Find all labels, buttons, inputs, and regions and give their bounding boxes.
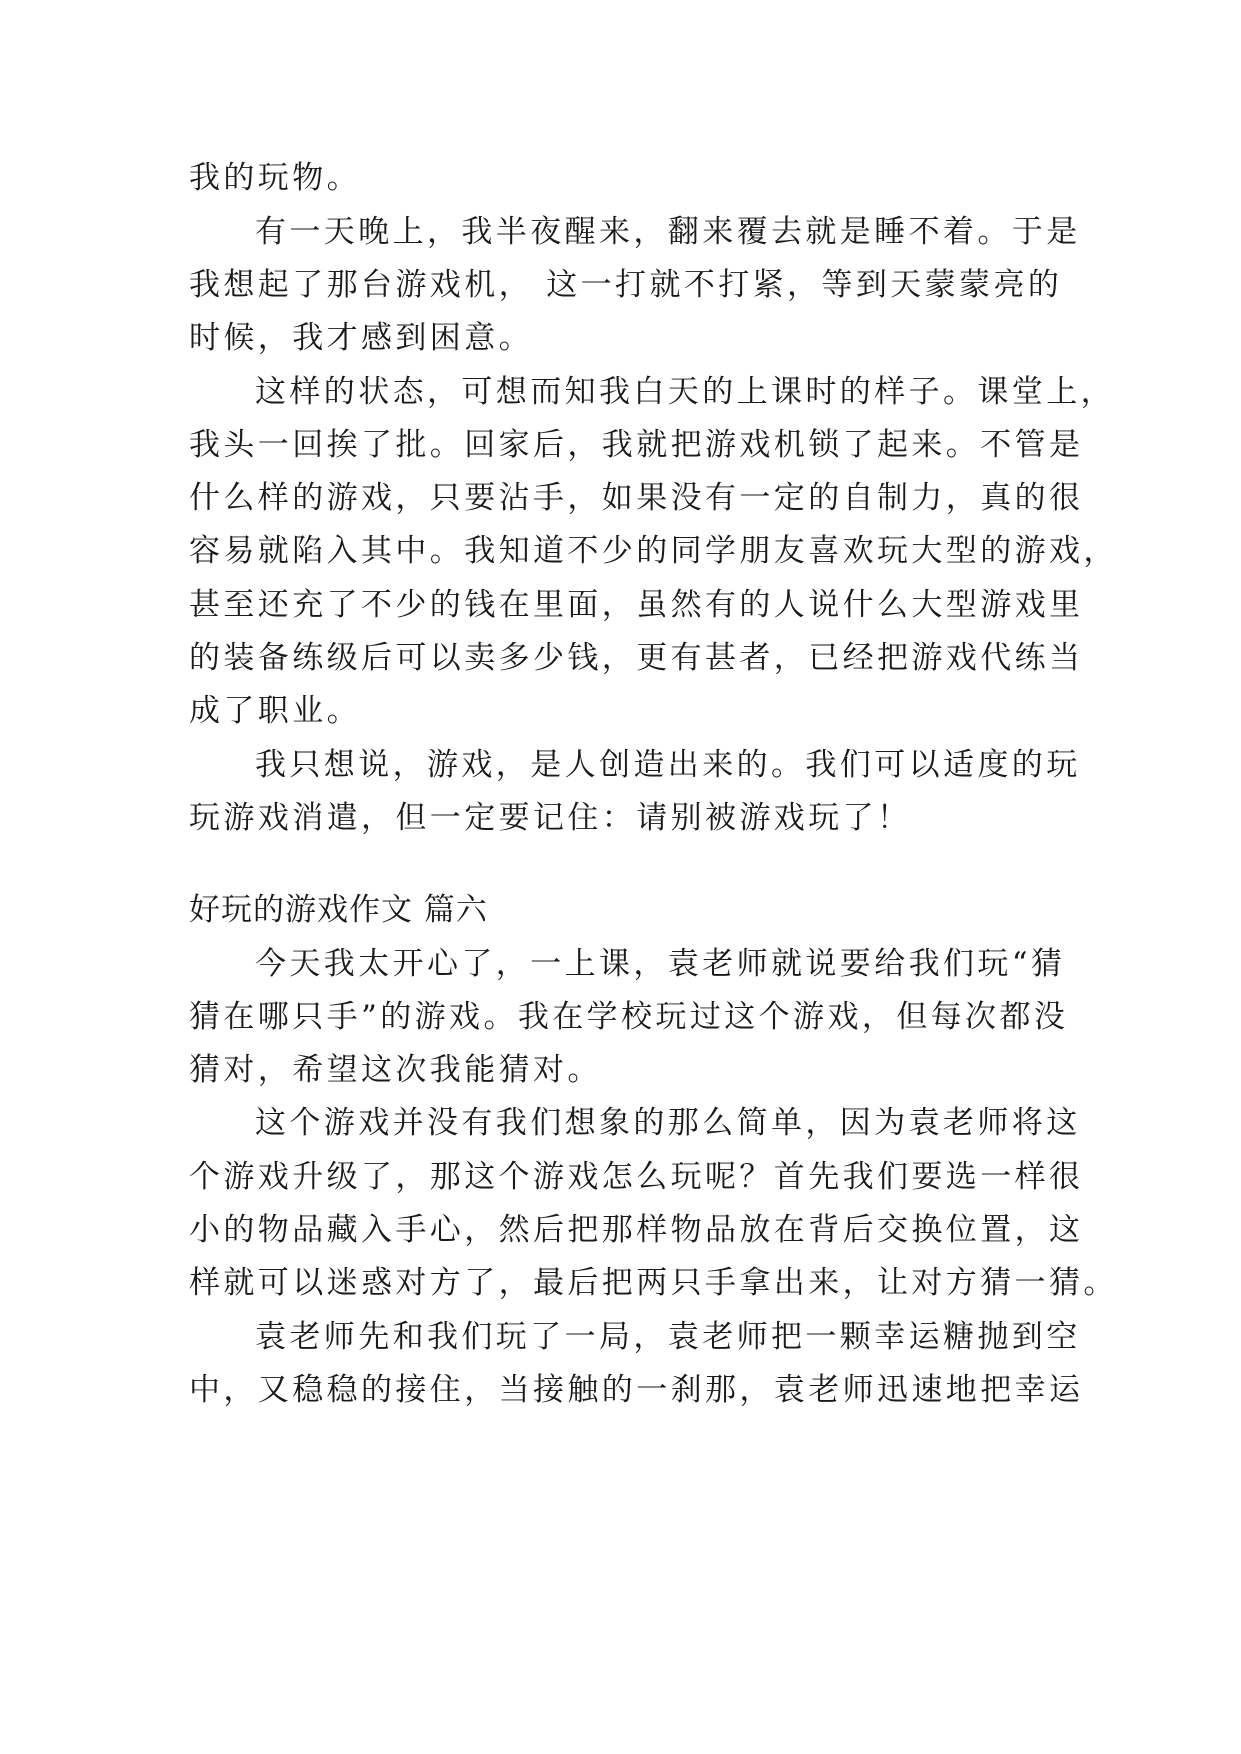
paragraph-start-line: 我只想说，游戏，是人创造出来的。我们可以适度的玩 xyxy=(255,747,1081,783)
text-line: 我的玩物。 xyxy=(189,160,361,196)
text-line: 容易就陷入其中。我知道不少的同学朋友喜欢玩大型的游戏， xyxy=(189,533,1118,569)
text-line: 什么样的游戏，只要沾手，如果没有一定的自制力，真的很 xyxy=(189,480,1084,516)
paragraph-start-line: 今天我太开心了，一上课，袁老师就说要给我们玩“猜 xyxy=(255,946,1066,982)
section-heading: 好玩的游戏作文 篇六 xyxy=(189,892,488,928)
text-line: 成了职业。 xyxy=(189,693,361,729)
text-line: 样就可以迷惑对方了，最后把两只手拿出来，让对方猜一猜。 xyxy=(189,1265,1118,1301)
text-line: 中，又稳稳的接住，当接触的一刹那，袁老师迅速地把幸运 xyxy=(189,1372,1084,1408)
paragraph-start-line: 袁老师先和我们玩了一局，袁老师把一颗幸运糖抛到空 xyxy=(255,1319,1081,1355)
text-line: 玩游戏消遣，但一定要记住：请别被游戏玩了！ xyxy=(189,800,912,836)
paragraph-start-line: 这个游戏并没有我们想象的那么简单，因为袁老师将这 xyxy=(255,1105,1081,1141)
paragraph-start-line: 这样的状态，可想而知我白天的上课时的样子。课堂上， xyxy=(255,374,1115,410)
text-line: 个游戏升级了，那这个游戏怎么玩呢？首先我们要选一样很 xyxy=(189,1159,1084,1195)
text-line: 我头一回挨了批。回家后，我就把游戏机锁了起来。不管是 xyxy=(189,427,1084,463)
text-line: 猜在哪只手”的游戏。我在学校玩过这个游戏，但每次都没 xyxy=(189,999,1069,1035)
text-line: 的装备练级后可以卖多少钱，更有甚者，已经把游戏代练当 xyxy=(189,640,1084,676)
text-line: 甚至还充了不少的钱在里面，虽然有的人说什么大型游戏里 xyxy=(189,587,1084,623)
text-line: 小的物品藏入手心，然后把那样物品放在背后交换位置，这 xyxy=(189,1212,1084,1248)
text-line: 时候，我才感到困意。 xyxy=(189,320,533,356)
text-line: 我想起了那台游戏机， 这一打就不打紧，等到天蒙蒙亮的 xyxy=(189,267,1063,303)
text-line: 猜对，希望这次我能猜对。 xyxy=(189,1052,602,1088)
paragraph-start-line: 有一天晚上，我半夜醒来，翻来覆去就是睡不着。于是 xyxy=(255,214,1081,250)
